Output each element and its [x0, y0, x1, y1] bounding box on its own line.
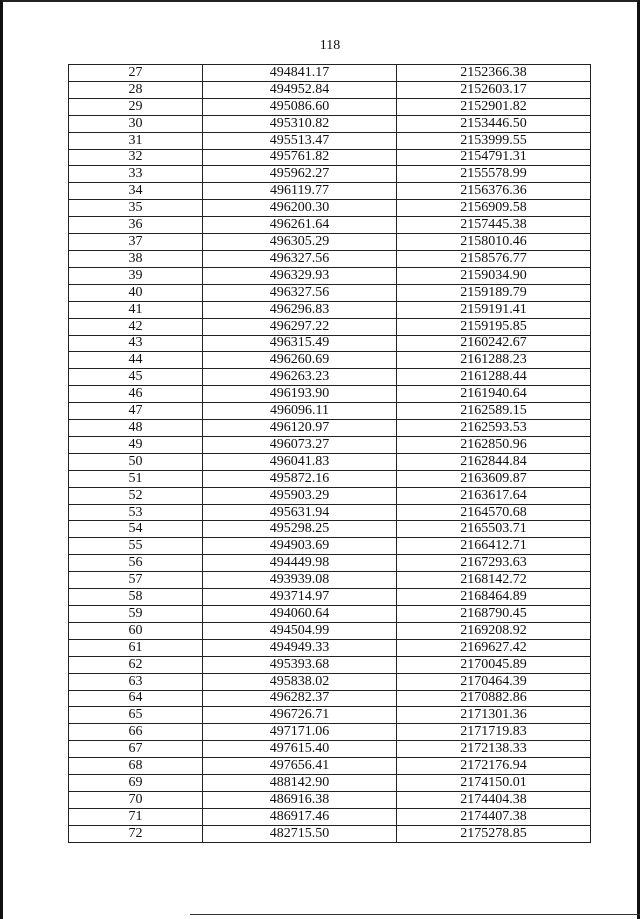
y-coordinate-cell: 2154791.31: [397, 149, 591, 166]
point-number-cell: 44: [69, 352, 203, 369]
point-number-cell: 60: [69, 622, 203, 639]
point-number-cell: 27: [69, 65, 203, 82]
table-row: [69, 386, 591, 403]
y-coordinate-cell: 2153446.50: [397, 115, 591, 132]
x-coordinate-cell: 494903.69: [203, 538, 397, 555]
y-coordinate-cell: 2170882.86: [397, 690, 591, 707]
y-coordinate-cell: 2165503.71: [397, 521, 591, 538]
x-coordinate-cell: 494952.84: [203, 81, 397, 98]
y-coordinate-cell: 2169208.92: [397, 622, 591, 639]
coordinates-table-body: [69, 65, 591, 843]
x-coordinate-cell: 495310.82: [203, 115, 397, 132]
table-row: [69, 149, 591, 166]
x-coordinate-cell: 496296.83: [203, 301, 397, 318]
point-number-cell: 68: [69, 758, 203, 775]
y-coordinate-cell: 2155578.99: [397, 166, 591, 183]
y-coordinate-cell: 2162593.53: [397, 420, 591, 437]
x-coordinate-cell: 496041.83: [203, 453, 397, 470]
point-number-cell: 65: [69, 707, 203, 724]
table-row: [69, 470, 591, 487]
x-coordinate-cell: 495838.02: [203, 673, 397, 690]
y-coordinate-cell: 2168464.89: [397, 589, 591, 606]
table-row: [69, 808, 591, 825]
x-coordinate-cell: 495903.29: [203, 487, 397, 504]
table-row: [69, 335, 591, 352]
y-coordinate-cell: 2156909.58: [397, 200, 591, 217]
point-number-cell: 72: [69, 825, 203, 842]
point-number-cell: 37: [69, 234, 203, 251]
table-row: [69, 250, 591, 267]
table-row: [69, 267, 591, 284]
point-number-cell: 29: [69, 98, 203, 115]
y-coordinate-cell: 2152366.38: [397, 65, 591, 82]
table-row: [69, 132, 591, 149]
y-coordinate-cell: 2162589.15: [397, 403, 591, 420]
table-row: [69, 352, 591, 369]
y-coordinate-cell: 2162844.84: [397, 453, 591, 470]
y-coordinate-cell: 2171719.83: [397, 724, 591, 741]
y-coordinate-cell: 2174404.38: [397, 791, 591, 808]
table-row: [69, 453, 591, 470]
y-coordinate-cell: 2170045.89: [397, 656, 591, 673]
point-number-cell: 39: [69, 267, 203, 284]
y-coordinate-cell: 2174407.38: [397, 808, 591, 825]
y-coordinate-cell: 2163617.64: [397, 487, 591, 504]
table-row: [69, 318, 591, 335]
x-coordinate-cell: 496297.22: [203, 318, 397, 335]
table-row: [69, 622, 591, 639]
x-coordinate-cell: 495872.16: [203, 470, 397, 487]
point-number-cell: 64: [69, 690, 203, 707]
y-coordinate-cell: 2164570.68: [397, 504, 591, 521]
x-coordinate-cell: 494841.17: [203, 65, 397, 82]
x-coordinate-cell: 496282.37: [203, 690, 397, 707]
table-row: [69, 707, 591, 724]
x-coordinate-cell: 496119.77: [203, 183, 397, 200]
y-coordinate-cell: 2172138.33: [397, 741, 591, 758]
y-coordinate-cell: 2162850.96: [397, 436, 591, 453]
table-row: [69, 606, 591, 623]
table-row: [69, 741, 591, 758]
point-number-cell: 61: [69, 639, 203, 656]
x-coordinate-cell: 496260.69: [203, 352, 397, 369]
table-row: [69, 403, 591, 420]
point-number-cell: 42: [69, 318, 203, 335]
y-coordinate-cell: 2168142.72: [397, 572, 591, 589]
table-row: [69, 673, 591, 690]
table-row: [69, 656, 591, 673]
x-coordinate-cell: 486916.38: [203, 791, 397, 808]
y-coordinate-cell: 2175278.85: [397, 825, 591, 842]
point-number-cell: 58: [69, 589, 203, 606]
point-number-cell: 45: [69, 369, 203, 386]
y-coordinate-cell: 2160242.67: [397, 335, 591, 352]
table-row: [69, 81, 591, 98]
x-coordinate-cell: 497171.06: [203, 724, 397, 741]
point-number-cell: 56: [69, 555, 203, 572]
point-number-cell: 71: [69, 808, 203, 825]
table-row: [69, 115, 591, 132]
y-coordinate-cell: 2157445.38: [397, 217, 591, 234]
point-number-cell: 51: [69, 470, 203, 487]
y-coordinate-cell: 2161288.44: [397, 369, 591, 386]
table-row: [69, 284, 591, 301]
x-coordinate-cell: 488142.90: [203, 775, 397, 792]
point-number-cell: 28: [69, 81, 203, 98]
point-number-cell: 54: [69, 521, 203, 538]
y-coordinate-cell: 2166412.71: [397, 538, 591, 555]
x-coordinate-cell: 497615.40: [203, 741, 397, 758]
y-coordinate-cell: 2152603.17: [397, 81, 591, 98]
table-row: [69, 487, 591, 504]
table-row: [69, 234, 591, 251]
point-number-cell: 32: [69, 149, 203, 166]
y-coordinate-cell: 2161940.64: [397, 386, 591, 403]
x-coordinate-cell: 494449.98: [203, 555, 397, 572]
x-coordinate-cell: 482715.50: [203, 825, 397, 842]
point-number-cell: 30: [69, 115, 203, 132]
x-coordinate-cell: 495393.68: [203, 656, 397, 673]
y-coordinate-cell: 2170464.39: [397, 673, 591, 690]
table-row: [69, 65, 591, 82]
point-number-cell: 35: [69, 200, 203, 217]
point-number-cell: 55: [69, 538, 203, 555]
x-coordinate-cell: 496263.23: [203, 369, 397, 386]
table-row: [69, 690, 591, 707]
table-row: [69, 301, 591, 318]
x-coordinate-cell: 495086.60: [203, 98, 397, 115]
y-coordinate-cell: 2169627.42: [397, 639, 591, 656]
table-row: [69, 436, 591, 453]
point-number-cell: 33: [69, 166, 203, 183]
x-coordinate-cell: 496261.64: [203, 217, 397, 234]
x-coordinate-cell: 494504.99: [203, 622, 397, 639]
y-coordinate-cell: 2167293.63: [397, 555, 591, 572]
x-coordinate-cell: 486917.46: [203, 808, 397, 825]
table-row: [69, 521, 591, 538]
y-coordinate-cell: 2158576.77: [397, 250, 591, 267]
x-coordinate-cell: 496305.29: [203, 234, 397, 251]
y-coordinate-cell: 2159034.90: [397, 267, 591, 284]
point-number-cell: 70: [69, 791, 203, 808]
y-coordinate-cell: 2156376.36: [397, 183, 591, 200]
x-coordinate-cell: 495962.27: [203, 166, 397, 183]
x-coordinate-cell: 497656.41: [203, 758, 397, 775]
table-row: [69, 217, 591, 234]
table-row: [69, 200, 591, 217]
y-coordinate-cell: 2171301.36: [397, 707, 591, 724]
point-number-cell: 63: [69, 673, 203, 690]
x-coordinate-cell: 496120.97: [203, 420, 397, 437]
table-row: [69, 791, 591, 808]
table-row: [69, 572, 591, 589]
table-row: [69, 825, 591, 842]
y-coordinate-cell: 2174150.01: [397, 775, 591, 792]
coordinates-table: [68, 64, 591, 843]
point-number-cell: 31: [69, 132, 203, 149]
point-number-cell: 47: [69, 403, 203, 420]
x-coordinate-cell: 496315.49: [203, 335, 397, 352]
y-coordinate-cell: 2159191.41: [397, 301, 591, 318]
scan-bottom-line: [190, 914, 640, 915]
x-coordinate-cell: 496200.30: [203, 200, 397, 217]
point-number-cell: 46: [69, 386, 203, 403]
table-row: [69, 724, 591, 741]
point-number-cell: 67: [69, 741, 203, 758]
x-coordinate-cell: 494060.64: [203, 606, 397, 623]
point-number-cell: 34: [69, 183, 203, 200]
point-number-cell: 48: [69, 420, 203, 437]
table-row: [69, 420, 591, 437]
table-row: [69, 183, 591, 200]
point-number-cell: 62: [69, 656, 203, 673]
y-coordinate-cell: 2172176.94: [397, 758, 591, 775]
point-number-cell: 36: [69, 217, 203, 234]
x-coordinate-cell: 495298.25: [203, 521, 397, 538]
x-coordinate-cell: 496726.71: [203, 707, 397, 724]
y-coordinate-cell: 2159189.79: [397, 284, 591, 301]
y-coordinate-cell: 2163609.87: [397, 470, 591, 487]
x-coordinate-cell: 496073.27: [203, 436, 397, 453]
table-row: [69, 98, 591, 115]
x-coordinate-cell: 496329.93: [203, 267, 397, 284]
y-coordinate-cell: 2152901.82: [397, 98, 591, 115]
point-number-cell: 49: [69, 436, 203, 453]
point-number-cell: 66: [69, 724, 203, 741]
x-coordinate-cell: 494949.33: [203, 639, 397, 656]
point-number-cell: 40: [69, 284, 203, 301]
x-coordinate-cell: 496327.56: [203, 250, 397, 267]
y-coordinate-cell: 2159195.85: [397, 318, 591, 335]
y-coordinate-cell: 2161288.23: [397, 352, 591, 369]
y-coordinate-cell: 2153999.55: [397, 132, 591, 149]
table-row: [69, 758, 591, 775]
point-number-cell: 43: [69, 335, 203, 352]
table-row: [69, 589, 591, 606]
point-number-cell: 41: [69, 301, 203, 318]
x-coordinate-cell: 493714.97: [203, 589, 397, 606]
y-coordinate-cell: 2168790.45: [397, 606, 591, 623]
table-row: [69, 639, 591, 656]
x-coordinate-cell: 496193.90: [203, 386, 397, 403]
point-number-cell: 50: [69, 453, 203, 470]
x-coordinate-cell: 495513.47: [203, 132, 397, 149]
table-row: [69, 538, 591, 555]
point-number-cell: 57: [69, 572, 203, 589]
point-number-cell: 59: [69, 606, 203, 623]
y-coordinate-cell: 2158010.46: [397, 234, 591, 251]
table-row: [69, 369, 591, 386]
table-row: [69, 555, 591, 572]
table-row: [69, 166, 591, 183]
x-coordinate-cell: 493939.08: [203, 572, 397, 589]
point-number-cell: 38: [69, 250, 203, 267]
point-number-cell: 69: [69, 775, 203, 792]
table-row: [69, 504, 591, 521]
point-number-cell: 53: [69, 504, 203, 521]
table-row: [69, 775, 591, 792]
x-coordinate-cell: 495761.82: [203, 149, 397, 166]
x-coordinate-cell: 496096.11: [203, 403, 397, 420]
x-coordinate-cell: 495631.94: [203, 504, 397, 521]
page-number: 118: [319, 38, 341, 53]
x-coordinate-cell: 496327.56: [203, 284, 397, 301]
point-number-cell: 52: [69, 487, 203, 504]
